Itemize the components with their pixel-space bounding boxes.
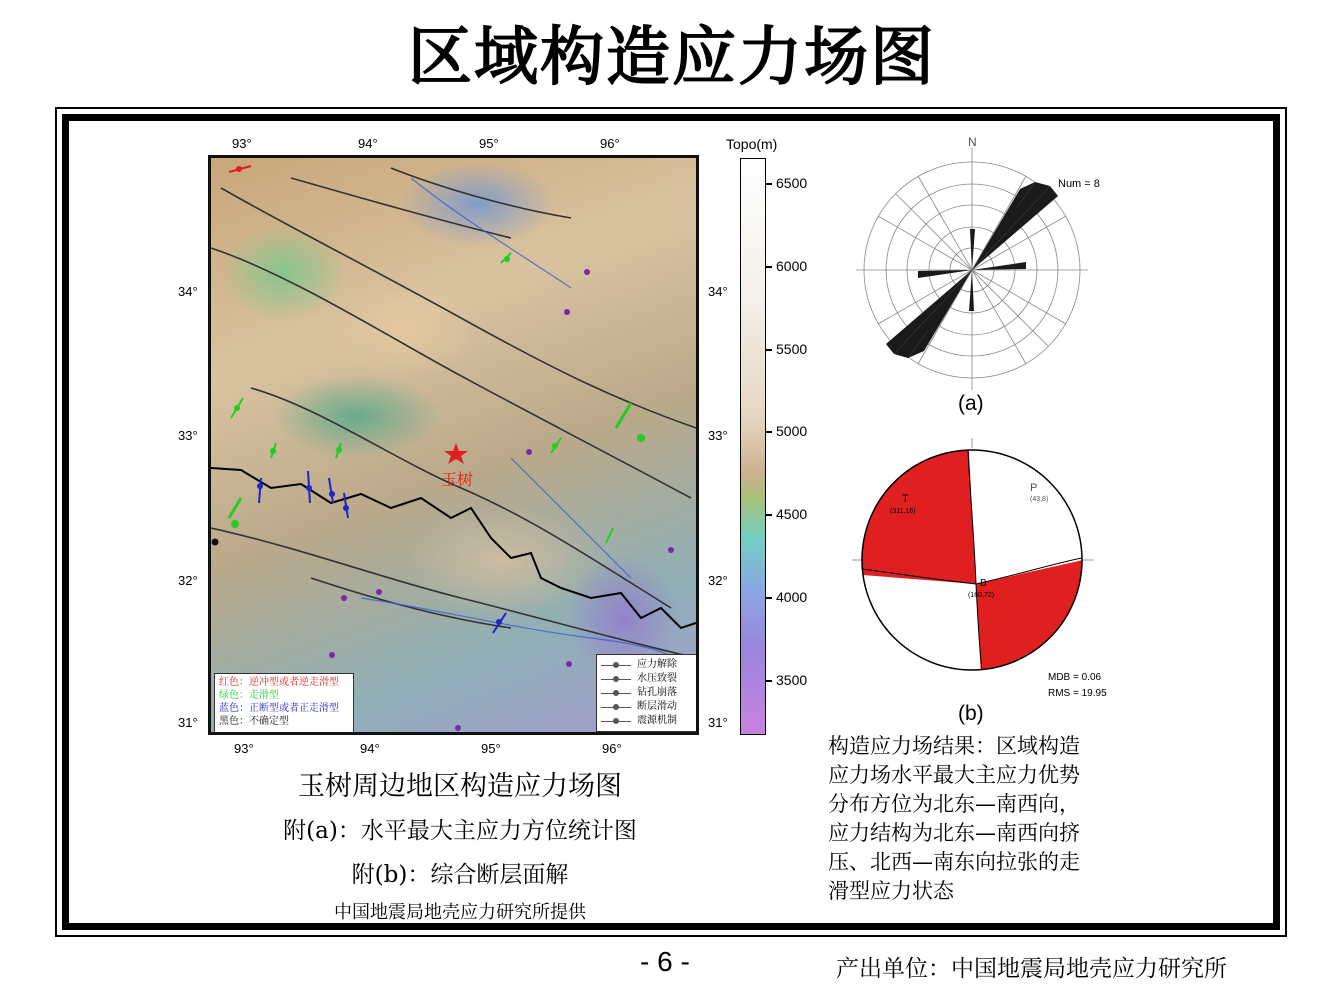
- rose-num-label: Num = 8: [1058, 178, 1100, 190]
- caption-b: 附(b)：综合断层面解: [351, 862, 569, 888]
- hydrofracture-symbol-icon: [601, 674, 631, 684]
- county-seat-dot: [376, 589, 382, 595]
- lon-label-bottom: 96°: [602, 741, 622, 756]
- stress-marker-point: [343, 505, 349, 511]
- colorbar-tick: [766, 680, 772, 682]
- topography-colorbar: [740, 158, 766, 735]
- colorbar-tick: [766, 349, 772, 351]
- colorbar-title: Topo(m): [726, 136, 778, 152]
- lon-label-bottom: 94°: [360, 741, 380, 756]
- county-seat-dot: [584, 269, 590, 275]
- stress-marker-point: [270, 448, 276, 454]
- lon-label-top: 94°: [358, 136, 378, 151]
- county-seat-dot: [668, 547, 674, 553]
- county-seat-dot: [564, 309, 570, 315]
- colorbar-tick-label: 5500: [776, 341, 808, 357]
- lat-label-right: 34°: [708, 284, 728, 299]
- county-seat-dot: [329, 652, 335, 658]
- colorbar-tick-label: 4500: [776, 506, 808, 522]
- mdb-label: MDB = 0.06: [1048, 672, 1102, 683]
- b-axis-label: B: [980, 578, 987, 589]
- result-line: 滑型应力状态: [828, 879, 954, 903]
- producer-org: 产出单位：中国地震局地壳应力研究所: [836, 956, 1227, 982]
- p-axis-label: P: [1030, 482, 1038, 494]
- result-line: 压、北西—南东向拉张的走: [828, 850, 1080, 874]
- colorbar-tick: [766, 514, 772, 516]
- legend-method-row: 应力解除: [601, 658, 693, 672]
- lat-label-left: 34°: [178, 284, 198, 299]
- map-overlay: [211, 158, 696, 732]
- result-text: [828, 732, 1128, 906]
- map-caption: 玉树周边地区构造应力场图: [298, 771, 622, 802]
- method-legend: [596, 654, 698, 732]
- lat-label-right: 31°: [708, 715, 728, 730]
- b-axis-value: (160,72): [968, 592, 995, 599]
- stress-marker-point: [496, 619, 502, 625]
- colorbar-tick-label: 4000: [776, 589, 808, 605]
- city-label: 玉树: [441, 472, 474, 489]
- rose-diagram: [850, 134, 1120, 424]
- legend-thrust: 红色：逆冲型或者逆走滑型: [219, 677, 339, 688]
- rms-label: RMS = 19.95: [1048, 688, 1107, 699]
- t-axis-label: T: [902, 493, 909, 505]
- stress-marker-point: [637, 434, 645, 442]
- result-line: 应力结构为北东—南西向挤: [828, 821, 1080, 845]
- rose-caption: (a): [958, 392, 984, 415]
- stress-marker-line: [606, 528, 613, 543]
- fault-type-legend: [214, 673, 354, 733]
- lat-label-left: 31°: [178, 715, 198, 730]
- lon-label-bottom: 95°: [481, 741, 501, 756]
- stress-marker-point: [306, 485, 312, 491]
- colorbar-tick-label: 6000: [776, 258, 808, 274]
- colorbar-tick: [766, 431, 772, 433]
- legend-method-row: 震源机制: [601, 714, 693, 728]
- stress-marker-point: [257, 483, 263, 489]
- lat-label-left: 33°: [178, 428, 198, 443]
- stress-relief-symbol-icon: [601, 660, 631, 670]
- rose-north-label: N: [968, 135, 977, 149]
- fault-line: [211, 528, 696, 658]
- lon-label-top: 93°: [232, 136, 252, 151]
- provider-credit: 中国地震局地壳应力研究所提供: [334, 902, 586, 923]
- focal-mechanism-beachball: [850, 434, 1120, 734]
- stress-marker-point: [234, 405, 240, 411]
- colorbar-tick-label: 3500: [776, 672, 808, 688]
- p-axis-value: (43,8): [1030, 496, 1049, 503]
- stress-marker-point: [329, 491, 335, 497]
- stress-marker-point: [336, 447, 342, 453]
- lon-label-bottom: 93°: [234, 741, 254, 756]
- fault-line: [391, 168, 571, 218]
- beachball-caption: (b): [958, 702, 984, 725]
- stress-markers: [212, 166, 675, 731]
- result-line: 分布方位为北东—南西向，: [828, 792, 1080, 816]
- stress-marker-point: [212, 539, 219, 546]
- stress-marker-point: [236, 166, 242, 172]
- stress-marker-line: [329, 478, 333, 503]
- legend-uncertain: 黑色：不确定型: [219, 716, 289, 727]
- lon-label-top: 96°: [600, 136, 620, 151]
- fault-slip-symbol-icon: [601, 702, 631, 712]
- county-seat-dot: [526, 449, 532, 455]
- colorbar-tick: [766, 183, 772, 185]
- province-boundary: [211, 468, 696, 628]
- page-title: 区域构造应力场图: [408, 21, 936, 95]
- river: [511, 458, 631, 578]
- borehole-breakout-symbol-icon: [601, 688, 631, 698]
- county-seat-dot: [341, 595, 347, 601]
- rivers: [361, 178, 696, 668]
- fault-lines: [211, 168, 696, 658]
- legend-strike-slip: 绿色：走滑型: [219, 690, 279, 701]
- colorbar-tick: [766, 266, 772, 268]
- county-seat-dot: [455, 725, 461, 731]
- fault-line: [251, 388, 671, 608]
- stress-marker-point: [231, 520, 239, 528]
- page-number: - 6 -: [640, 946, 690, 977]
- topographic-map: [208, 155, 699, 735]
- legend-normal: 蓝色：正断型或者正走滑型: [219, 703, 339, 714]
- colorbar-tick-label: 5000: [776, 423, 808, 439]
- result-line: 应力场水平最大主应力优势: [828, 763, 1080, 787]
- stress-marker-line: [229, 498, 241, 518]
- legend-method-row: 断层滑动: [601, 700, 693, 714]
- caption-a: 附(a)：水平最大主应力方位统计图: [283, 818, 637, 844]
- legend-method-row: 钻孔崩落: [601, 686, 693, 700]
- stress-marker-point: [552, 443, 558, 449]
- result-line: 构造应力场结果：区域构造: [828, 734, 1080, 758]
- lat-label-right: 33°: [708, 428, 728, 443]
- lat-label-right: 32°: [708, 573, 728, 588]
- yushu-star-marker: [444, 443, 468, 464]
- legend-method-row: 水压致裂: [601, 672, 693, 686]
- lon-label-top: 95°: [479, 136, 499, 151]
- lat-label-left: 32°: [178, 573, 198, 588]
- colorbar-tick-label: 6500: [776, 175, 808, 191]
- t-axis-value: (311,16): [890, 508, 916, 515]
- stress-marker-line: [616, 403, 631, 428]
- stress-marker-point: [504, 256, 510, 262]
- colorbar-tick: [766, 597, 772, 599]
- focal-mechanism-symbol-icon: [601, 716, 631, 726]
- county-seat-dot: [566, 661, 572, 667]
- fault-line: [291, 178, 511, 238]
